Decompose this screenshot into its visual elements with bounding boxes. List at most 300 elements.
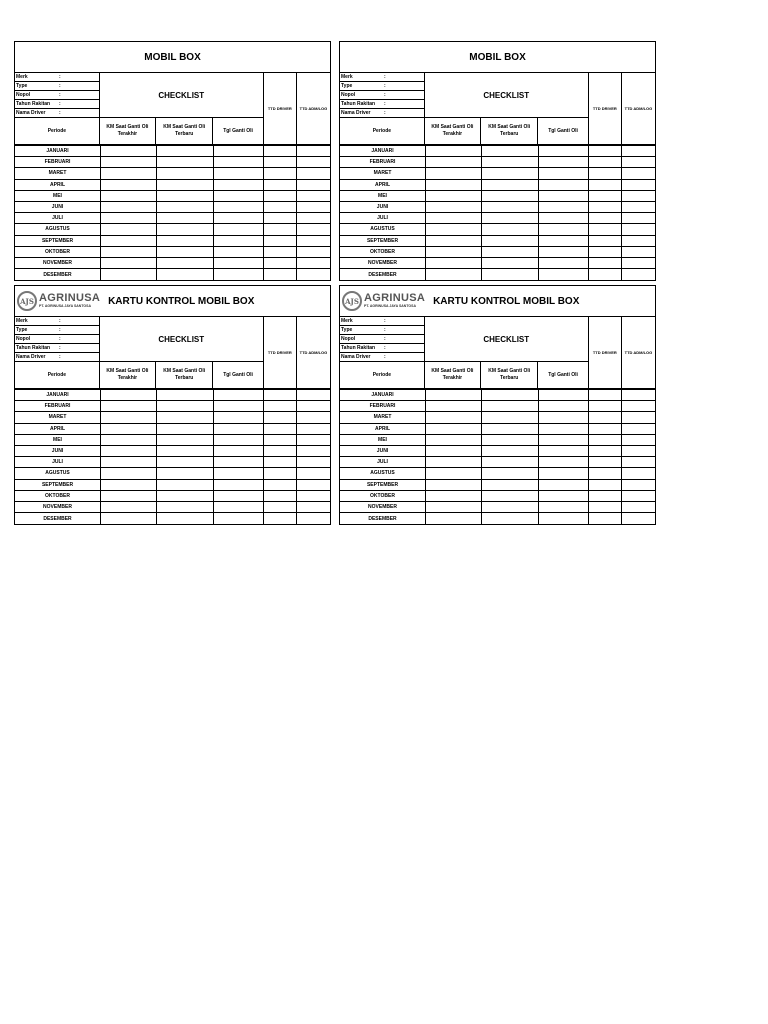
ttd-adm-cell[interactable] [622, 168, 655, 178]
ttd-adm-cell[interactable] [622, 269, 655, 280]
km-terakhir-cell[interactable] [101, 435, 157, 445]
km-terbaru-cell[interactable] [482, 468, 539, 478]
ttd-driver-cell[interactable] [264, 157, 297, 167]
tgl-ganti-cell[interactable] [214, 446, 264, 456]
ttd-driver-cell[interactable] [589, 412, 622, 422]
km-terakhir-cell[interactable] [101, 412, 157, 422]
km-terbaru-cell[interactable] [482, 168, 539, 178]
tgl-ganti-cell[interactable] [539, 435, 589, 445]
km-terakhir-cell[interactable] [101, 468, 157, 478]
tgl-ganti-cell[interactable] [539, 202, 589, 212]
tgl-ganti-cell[interactable] [539, 491, 589, 501]
km-terakhir-cell[interactable] [426, 401, 482, 411]
tgl-ganti-cell[interactable] [539, 247, 589, 257]
tgl-ganti-cell[interactable] [539, 480, 589, 490]
ttd-driver-cell[interactable] [264, 202, 297, 212]
km-terbaru-cell[interactable] [157, 224, 214, 234]
ttd-adm-cell[interactable] [297, 247, 330, 257]
ttd-driver-cell[interactable] [264, 491, 297, 501]
km-terakhir-cell[interactable] [426, 269, 482, 280]
km-terbaru-cell[interactable] [157, 457, 214, 467]
ttd-driver-cell[interactable] [264, 146, 297, 156]
info-field[interactable] [340, 100, 424, 109]
tgl-ganti-cell[interactable] [539, 390, 589, 400]
ttd-adm-cell[interactable] [297, 180, 330, 190]
km-terakhir-cell[interactable] [426, 157, 482, 167]
tgl-ganti-cell[interactable] [539, 224, 589, 234]
month-label: APRIL [15, 180, 101, 190]
ttd-driver-cell[interactable] [589, 491, 622, 501]
ttd-adm-cell[interactable] [622, 513, 655, 524]
km-terbaru-cell[interactable] [482, 146, 539, 156]
km-terakhir-cell[interactable] [101, 146, 157, 156]
tgl-ganti-cell[interactable] [539, 513, 589, 524]
ttd-adm-cell[interactable] [622, 468, 655, 478]
ttd-adm-cell[interactable] [622, 480, 655, 490]
km-terbaru-cell[interactable] [157, 446, 214, 456]
km-terakhir-cell[interactable] [426, 390, 482, 400]
ttd-adm-cell[interactable] [297, 468, 330, 478]
ttd-adm-cell[interactable] [297, 202, 330, 212]
tgl-ganti-cell[interactable] [214, 157, 264, 167]
km-terbaru-cell[interactable] [157, 513, 214, 524]
ttd-adm-cell[interactable] [622, 412, 655, 422]
km-terakhir-cell[interactable] [426, 513, 482, 524]
ttd-driver-cell[interactable] [264, 401, 297, 411]
info-field[interactable] [340, 344, 424, 353]
km-terbaru-cell[interactable] [482, 180, 539, 190]
tgl-ganti-cell[interactable] [539, 502, 589, 512]
month-table [15, 146, 330, 280]
ttd-driver-cell[interactable] [589, 236, 622, 246]
tgl-ganti-cell[interactable] [539, 168, 589, 178]
ttd-driver-cell[interactable] [264, 258, 297, 268]
card-title: KARTU KONTROL MOBIL BOX [108, 295, 255, 307]
field-colon: : [59, 345, 61, 351]
km-terbaru-cell[interactable] [157, 236, 214, 246]
km-terbaru-cell[interactable] [157, 157, 214, 167]
table-row [15, 446, 330, 457]
field-label: Tahun Rakitan [341, 345, 376, 351]
km-terbaru-cell[interactable] [157, 258, 214, 268]
km-terbaru-cell[interactable] [157, 269, 214, 280]
info-field[interactable] [340, 326, 424, 335]
table-row [340, 202, 655, 213]
ttd-adm-cell[interactable] [622, 191, 655, 201]
info-field[interactable] [340, 73, 424, 82]
km-terakhir-cell[interactable] [426, 247, 482, 257]
km-terbaru-cell[interactable] [157, 180, 214, 190]
km-terakhir-cell[interactable] [101, 213, 157, 223]
ttd-adm-cell[interactable] [622, 202, 655, 212]
km-terakhir-cell[interactable] [101, 202, 157, 212]
km-terbaru-cell[interactable] [157, 480, 214, 490]
km-terbaru-cell[interactable] [157, 412, 214, 422]
ttd-adm-cell[interactable] [622, 224, 655, 234]
month-label: JANUARI [340, 390, 426, 400]
km-terakhir-cell[interactable] [426, 424, 482, 434]
km-terakhir-cell[interactable] [101, 424, 157, 434]
ttd-driver-cell[interactable] [264, 513, 297, 524]
km-terbaru-cell[interactable] [157, 424, 214, 434]
km-terakhir-cell[interactable] [426, 146, 482, 156]
km-terbaru-cell[interactable] [482, 502, 539, 512]
tgl-ganti-cell[interactable] [539, 424, 589, 434]
ttd-driver-cell[interactable] [589, 457, 622, 467]
km-terakhir-cell[interactable] [101, 157, 157, 167]
table-row [340, 502, 655, 513]
tgl-ganti-cell[interactable] [214, 180, 264, 190]
ttd-driver-cell[interactable] [589, 435, 622, 445]
ttd-adm-cell[interactable] [622, 401, 655, 411]
km-terbaru-cell[interactable] [157, 202, 214, 212]
field-label: Nama Driver [341, 110, 371, 116]
tgl-ganti-cell[interactable] [539, 191, 589, 201]
field-colon: : [384, 92, 386, 98]
tgl-ganti-cell[interactable] [214, 247, 264, 257]
tgl-ganti-cell[interactable] [214, 412, 264, 422]
km-terbaru-cell[interactable] [157, 191, 214, 201]
km-terakhir-cell[interactable] [426, 502, 482, 512]
info-field[interactable] [15, 317, 99, 326]
info-field[interactable] [15, 326, 99, 335]
km-terbaru-cell[interactable] [482, 236, 539, 246]
km-terakhir-cell[interactable] [101, 446, 157, 456]
ttd-adm-cell[interactable] [622, 258, 655, 268]
ttd-driver-cell[interactable] [264, 191, 297, 201]
tgl-ganti-cell[interactable] [214, 491, 264, 501]
km-terbaru-cell[interactable] [157, 502, 214, 512]
ttd-adm-cell[interactable] [297, 446, 330, 456]
km-terakhir-cell[interactable] [426, 168, 482, 178]
info-field[interactable] [15, 73, 99, 82]
km-terakhir-cell[interactable] [101, 269, 157, 280]
km-terakhir-cell[interactable] [426, 236, 482, 246]
km-terbaru-cell[interactable] [157, 168, 214, 178]
ttd-adm-cell[interactable] [622, 157, 655, 167]
ttd-driver-cell[interactable] [264, 502, 297, 512]
km-terakhir-cell[interactable] [426, 457, 482, 467]
tgl-ganti-cell[interactable] [214, 435, 264, 445]
ttd-driver-cell[interactable] [589, 180, 622, 190]
km-terbaru-cell[interactable] [482, 401, 539, 411]
ttd-adm-cell[interactable] [297, 491, 330, 501]
km-terakhir-cell[interactable] [101, 457, 157, 467]
ttd-driver-cell[interactable] [589, 446, 622, 456]
info-field[interactable] [340, 82, 424, 91]
km-terakhir-cell[interactable] [426, 213, 482, 223]
ttd-driver-cell[interactable] [589, 157, 622, 167]
ttd-driver-cell[interactable] [589, 502, 622, 512]
ttd-driver-cell[interactable] [589, 390, 622, 400]
logo-name: AGRINUSA [364, 292, 426, 305]
ttd-driver-cell[interactable] [264, 480, 297, 490]
tgl-ganti-cell[interactable] [539, 180, 589, 190]
km-terakhir-cell[interactable] [426, 258, 482, 268]
ttd-adm-cell[interactable] [622, 180, 655, 190]
ttd-adm-cell[interactable] [622, 491, 655, 501]
km-terakhir-cell[interactable] [101, 191, 157, 201]
km-terakhir-cell[interactable] [101, 258, 157, 268]
ttd-driver-cell[interactable] [264, 390, 297, 400]
info-field[interactable] [15, 335, 99, 344]
tgl-ganti-cell[interactable] [539, 446, 589, 456]
ttd-driver-cell[interactable] [589, 424, 622, 434]
tgl-ganti-cell[interactable] [539, 213, 589, 223]
km-terbaru-cell[interactable] [482, 424, 539, 434]
km-terakhir-cell[interactable] [426, 491, 482, 501]
tgl-ganti-cell[interactable] [539, 236, 589, 246]
km-terakhir-cell[interactable] [101, 513, 157, 524]
ttd-adm-cell[interactable] [297, 502, 330, 512]
info-field[interactable] [340, 335, 424, 344]
km-terbaru-cell[interactable] [482, 412, 539, 422]
km-terbaru-cell[interactable] [482, 491, 539, 501]
ttd-adm-cell[interactable] [297, 213, 330, 223]
tgl-ganti-cell[interactable] [539, 412, 589, 422]
km-terakhir-cell[interactable] [426, 180, 482, 190]
ttd-adm-cell[interactable] [297, 269, 330, 280]
field-colon: : [384, 327, 386, 333]
tgl-ganti-cell[interactable] [539, 258, 589, 268]
km-terakhir-cell[interactable] [101, 401, 157, 411]
tgl-ganti-cell[interactable] [214, 401, 264, 411]
tgl-ganti-cell[interactable] [539, 401, 589, 411]
km-terbaru-cell[interactable] [482, 480, 539, 490]
km-terakhir-cell[interactable] [101, 480, 157, 490]
tgl-ganti-cell[interactable] [214, 213, 264, 223]
field-colon: : [59, 354, 61, 360]
km-terbaru-cell[interactable] [157, 468, 214, 478]
tgl-ganti-cell[interactable] [214, 390, 264, 400]
field-colon: : [59, 318, 61, 324]
km-terakhir-cell[interactable] [426, 224, 482, 234]
ttd-driver-cell[interactable] [264, 435, 297, 445]
field-label: Merk [341, 318, 353, 324]
ttd-driver-cell[interactable] [264, 180, 297, 190]
ttd-driver-cell[interactable] [264, 446, 297, 456]
ttd-adm-cell[interactable] [622, 457, 655, 467]
tgl-ganti-cell[interactable] [539, 269, 589, 280]
km-terakhir-cell[interactable] [426, 435, 482, 445]
info-field[interactable] [15, 82, 99, 91]
km-terbaru-cell[interactable] [482, 390, 539, 400]
ttd-adm-cell[interactable] [622, 213, 655, 223]
ttd-adm-cell[interactable] [622, 390, 655, 400]
tgl-ganti-cell[interactable] [214, 457, 264, 467]
km-terakhir-cell[interactable] [101, 247, 157, 257]
field-label: Tahun Rakitan [16, 345, 51, 351]
table-row [340, 401, 655, 412]
ttd-driver-cell[interactable] [589, 513, 622, 524]
km-terakhir-cell[interactable] [426, 412, 482, 422]
km-terbaru-cell[interactable] [482, 213, 539, 223]
ttd-adm-cell[interactable] [297, 412, 330, 422]
month-label: SEPTEMBER [15, 480, 101, 490]
info-field[interactable] [340, 109, 424, 118]
km-terbaru-cell[interactable] [482, 435, 539, 445]
ttd-driver-cell[interactable] [264, 213, 297, 223]
ttd-driver-cell[interactable] [264, 468, 297, 478]
tgl-ganti-cell[interactable] [214, 146, 264, 156]
ttd-driver-cell[interactable] [264, 457, 297, 467]
table-row [340, 513, 655, 524]
km-terbaru-cell[interactable] [482, 446, 539, 456]
ttd-driver-cell[interactable] [264, 247, 297, 257]
km-terbaru-cell[interactable] [482, 202, 539, 212]
tgl-ganti-cell[interactable] [214, 513, 264, 524]
km-terbaru-cell[interactable] [482, 247, 539, 257]
table-row [15, 146, 330, 157]
km-terbaru-cell[interactable] [482, 258, 539, 268]
info-field[interactable] [15, 100, 99, 109]
ttd-driver-cell[interactable] [264, 424, 297, 434]
km-terbaru-cell[interactable] [157, 491, 214, 501]
km-terakhir-cell[interactable] [101, 224, 157, 234]
month-label: SEPTEMBER [340, 480, 426, 490]
ttd-adm-cell[interactable] [297, 146, 330, 156]
month-label: JANUARI [15, 146, 101, 156]
table-row [15, 424, 330, 435]
ttd-driver-cell[interactable] [589, 480, 622, 490]
km-terbaru-cell[interactable] [157, 247, 214, 257]
tgl-ganti-cell[interactable] [214, 191, 264, 201]
tgl-ganti-cell[interactable] [539, 457, 589, 467]
month-label: MEI [340, 191, 426, 201]
ttd-driver-cell[interactable] [589, 401, 622, 411]
ttd-driver-cell[interactable] [589, 213, 622, 223]
tgl-ganti-cell[interactable] [539, 468, 589, 478]
tgl-ganti-cell[interactable] [214, 468, 264, 478]
tgl-ganti-cell[interactable] [539, 157, 589, 167]
card-header-grid [15, 317, 330, 390]
ttd-driver-cell[interactable] [264, 412, 297, 422]
ttd-adm-cell[interactable] [297, 258, 330, 268]
table-row [15, 513, 330, 524]
info-field[interactable] [15, 109, 99, 118]
ttd-adm-cell[interactable] [297, 513, 330, 524]
ttd-adm-cell[interactable] [297, 236, 330, 246]
ttd-adm-cell[interactable] [297, 157, 330, 167]
ttd-driver-cell[interactable] [589, 224, 622, 234]
ttd-adm-cell[interactable] [622, 146, 655, 156]
km-terbaru-cell[interactable] [482, 224, 539, 234]
ttd-driver-cell[interactable] [589, 247, 622, 257]
km-terbaru-cell[interactable] [482, 191, 539, 201]
km-terakhir-cell[interactable] [101, 491, 157, 501]
ttd-driver-cell[interactable] [589, 191, 622, 201]
tgl-ganti-cell[interactable] [214, 502, 264, 512]
ttd-adm-cell[interactable] [622, 424, 655, 434]
logo-name: AGRINUSA [39, 292, 101, 305]
km-terbaru-cell[interactable] [482, 157, 539, 167]
ttd-adm-cell[interactable] [297, 457, 330, 467]
info-field[interactable] [340, 91, 424, 100]
tgl-ganti-cell[interactable] [214, 236, 264, 246]
km-terbaru-header: KM Saat Ganti Oli Terbaru [156, 362, 213, 388]
tgl-ganti-cell[interactable] [214, 202, 264, 212]
ttd-driver-cell[interactable] [264, 236, 297, 246]
km-terakhir-cell[interactable] [101, 168, 157, 178]
month-label: JUNI [340, 202, 426, 212]
table-row [340, 480, 655, 491]
ttd-driver-cell[interactable] [589, 258, 622, 268]
info-field[interactable] [15, 353, 99, 362]
field-label: Merk [341, 74, 353, 80]
km-terakhir-cell[interactable] [426, 446, 482, 456]
km-terbaru-cell[interactable] [482, 457, 539, 467]
ttd-adm-cell[interactable] [622, 236, 655, 246]
ttd-driver-cell[interactable] [264, 224, 297, 234]
ttd-driver-cell[interactable] [589, 468, 622, 478]
month-label: NOVEMBER [15, 258, 101, 268]
km-terakhir-cell[interactable] [426, 202, 482, 212]
km-terbaru-cell[interactable] [157, 146, 214, 156]
km-terakhir-cell[interactable] [101, 236, 157, 246]
ttd-adm-cell[interactable] [297, 435, 330, 445]
ttd-adm-cell[interactable] [297, 224, 330, 234]
km-terbaru-cell[interactable] [157, 401, 214, 411]
km-terbaru-cell[interactable] [157, 390, 214, 400]
km-terbaru-cell[interactable] [157, 213, 214, 223]
info-field[interactable] [15, 91, 99, 100]
ttd-driver-cell[interactable] [589, 202, 622, 212]
tgl-ganti-cell[interactable] [539, 146, 589, 156]
info-field[interactable] [15, 344, 99, 353]
km-terakhir-cell[interactable] [426, 191, 482, 201]
ttd-adm-cell[interactable] [622, 502, 655, 512]
ttd-adm-cell[interactable] [622, 446, 655, 456]
table-row [15, 202, 330, 213]
ttd-driver-cell[interactable] [589, 269, 622, 280]
km-terakhir-cell[interactable] [101, 390, 157, 400]
ttd-adm-cell[interactable] [622, 247, 655, 257]
field-colon: : [59, 110, 61, 116]
month-label: NOVEMBER [15, 502, 101, 512]
ttd-driver-cell[interactable] [589, 168, 622, 178]
km-terbaru-cell[interactable] [482, 513, 539, 524]
tgl-ganti-cell[interactable] [214, 480, 264, 490]
month-label: APRIL [15, 424, 101, 434]
ttd-driver-cell[interactable] [264, 168, 297, 178]
ttd-adm-cell[interactable] [297, 424, 330, 434]
tgl-ganti-cell[interactable] [214, 224, 264, 234]
ttd-adm-cell[interactable] [297, 480, 330, 490]
card-title: KARTU KONTROL MOBIL BOX [433, 295, 580, 307]
ttd-driver-cell[interactable] [589, 146, 622, 156]
info-field[interactable] [340, 353, 424, 362]
km-terbaru-cell[interactable] [482, 269, 539, 280]
km-terakhir-cell[interactable] [426, 468, 482, 478]
ttd-adm-cell[interactable] [297, 401, 330, 411]
ttd-adm-cell[interactable] [622, 435, 655, 445]
km-terbaru-cell[interactable] [157, 435, 214, 445]
ttd-adm-header: TTD ADM/LOG [299, 105, 328, 111]
ttd-adm-cell[interactable] [297, 390, 330, 400]
km-terakhir-cell[interactable] [101, 502, 157, 512]
ttd-driver-cell[interactable] [264, 269, 297, 280]
info-field[interactable] [340, 317, 424, 326]
km-terakhir-cell[interactable] [426, 480, 482, 490]
tgl-ganti-cell[interactable] [214, 424, 264, 434]
tgl-ganti-cell[interactable] [214, 269, 264, 280]
tgl-ganti-cell[interactable] [214, 258, 264, 268]
ttd-adm-cell[interactable] [297, 191, 330, 201]
km-terakhir-cell[interactable] [101, 180, 157, 190]
km-terakhir-header: KM Saat Ganti Oli Terakhir [100, 362, 156, 388]
ttd-adm-cell[interactable] [297, 168, 330, 178]
tgl-ganti-cell[interactable] [214, 168, 264, 178]
